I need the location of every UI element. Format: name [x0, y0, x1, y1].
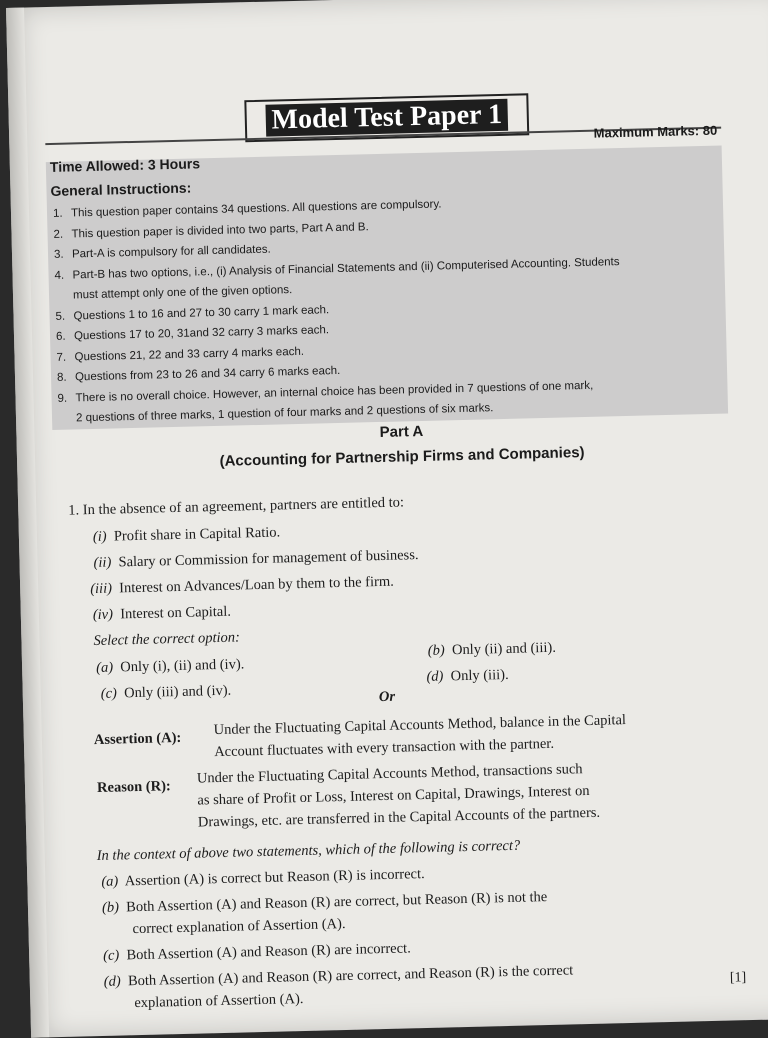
option-text: Both Assertion (A) and Reason (R) are correct, but Reason (R) is not the: [125, 889, 548, 916]
instruction-text: must attempt only one of the given options.: [72, 284, 293, 302]
part-title: Part A: [379, 422, 424, 441]
statement-label: (iv): [92, 606, 114, 624]
question-1-stem: [68, 494, 404, 519]
instruction-number: 3.: [53, 248, 64, 261]
option-label: (c): [102, 947, 120, 964]
statement-label: (iii): [90, 580, 113, 598]
part-subtitle: (Accounting for Partnership Firms and Companies): [219, 444, 585, 470]
option-text: Only (ii) and (iii).: [451, 639, 557, 659]
instruction-text: This question paper is divided into two parts, Part A and B.: [71, 220, 369, 240]
option-text: Both Assertion (A) and Reason (R) are correct, and Reason (R) is the correct: [127, 962, 574, 990]
instruction-text: Questions 21, 22 and 33 carry 4 marks each.: [74, 345, 305, 363]
instruction-text: Questions 17 to 20, 31and 32 carry 3 marks each.: [73, 324, 330, 343]
option-a: [96, 656, 245, 677]
statement-label: (ii): [93, 554, 112, 572]
instruction-number: 2.: [53, 228, 64, 241]
statement-item: [90, 574, 394, 598]
instruction-number: 1.: [52, 207, 63, 220]
instruction-number: 5.: [55, 310, 66, 323]
instruction-number: 8.: [56, 371, 67, 384]
ar-option-b: [102, 889, 548, 917]
ar-option-a: [101, 866, 425, 891]
instruction-text: There is no overall choice. However, an internal choice has been provided in 7 questions of one mark,: [75, 379, 594, 404]
instruction-number: [55, 285, 73, 306]
option-label: (d): [426, 668, 444, 685]
instruction-text: Questions from 23 to 26 and 34 carry 6 marks each.: [74, 364, 341, 384]
marks-indicator: [1]: [729, 970, 747, 986]
instruction-number: 9.: [57, 392, 68, 405]
select-prompt: Select the correct option:: [93, 629, 241, 650]
reason-text-line2: as share of Profit or Loss, Interest on Capital, Drawings, Interest on: [197, 782, 590, 809]
option-text: Only (iii) and (iv).: [123, 682, 232, 702]
ar-option-d-line2: explanation of Assertion (A).: [134, 991, 304, 1012]
assertion-text-line1: Under the Fluctuating Capital Accounts Method, balance in the Capital: [213, 712, 627, 739]
ar-option-c: [103, 940, 411, 965]
ar-option-b-line2: correct explanation of Assertion (A).: [132, 915, 346, 938]
assertion-label: Assertion (A):: [93, 729, 182, 749]
reason-label: Reason (R):: [96, 778, 171, 797]
option-text: Both Assertion (A) and Reason (R) are incorrect.: [126, 940, 411, 964]
page-title: Model Test Paper 1: [265, 99, 508, 137]
time-allowed: Time Allowed: 3 Hours: [49, 155, 201, 175]
option-text: Assertion (A) is correct but Reason (R) is incorrect.: [124, 866, 425, 890]
statement-text: Interest on Advances/Loan by them to the firm.: [119, 573, 394, 597]
instructions-list: [53, 188, 726, 430]
instruction-number: 4.: [54, 269, 65, 282]
instruction-number: 7.: [56, 351, 67, 364]
option-label: (d): [103, 973, 121, 990]
or-separator: Or: [378, 688, 396, 706]
statement-item: [93, 547, 418, 572]
statement-text: Salary or Commission for management of business.: [118, 547, 419, 571]
reason-text-line3: Drawings, etc. are transferred in the Capital Accounts of the partners.: [197, 804, 601, 831]
instruction-text: Questions 1 to 16 and 27 to 30 carry 1 mark each.: [73, 303, 330, 322]
context-prompt: In the context of above two statements, which of the following is correct?: [96, 837, 521, 865]
instruction-text: 2 questions of three marks, 1 question of four marks and 2 questions of six marks.: [75, 402, 494, 425]
document-page: [6, 0, 768, 1038]
statement-item: [93, 604, 231, 624]
statement-text: Profit share in Capital Ratio.: [113, 524, 281, 545]
option-d: [426, 667, 509, 686]
option-label: (c): [100, 685, 118, 702]
option-text: Only (i), (ii) and (iv).: [120, 656, 245, 676]
option-label: (b): [101, 899, 120, 916]
max-marks: Maximum Marks: 80: [593, 122, 718, 141]
statement-item: [93, 524, 281, 546]
page-spine: [6, 8, 49, 1038]
option-label: (b): [427, 642, 445, 659]
option-label: (a): [101, 873, 119, 890]
reason-text-line1: Under the Fluctuating Capital Accounts Method, transactions such: [196, 761, 583, 787]
instruction-number: [58, 408, 76, 429]
question-number: 1.: [68, 502, 80, 519]
option-b: [428, 640, 556, 660]
ar-option-d: [104, 962, 574, 990]
question-stem-text: In the absence of an agreement, partners are entitled to:: [82, 494, 405, 519]
instruction-number: 6.: [55, 330, 66, 343]
option-text: Only (iii).: [450, 666, 509, 685]
instructions-heading: General Instructions:: [50, 179, 192, 199]
instruction-text: Part-A is compulsory for all candidates.: [71, 243, 271, 261]
instruction-text: Part-B has two options, i.e., (i) Analysis of Financial Statements and (ii) Computerised Accounting. Students: [72, 255, 620, 281]
instruction-text: This question paper contains 34 questions. All questions are compulsory.: [70, 198, 442, 220]
option-label: (a): [95, 659, 114, 676]
statement-label: (i): [92, 528, 107, 546]
assertion-text-line2: Account fluctuates with every transaction with the partner.: [214, 735, 555, 761]
statement-text: Interest on Capital.: [120, 603, 232, 623]
option-c: [101, 683, 232, 703]
